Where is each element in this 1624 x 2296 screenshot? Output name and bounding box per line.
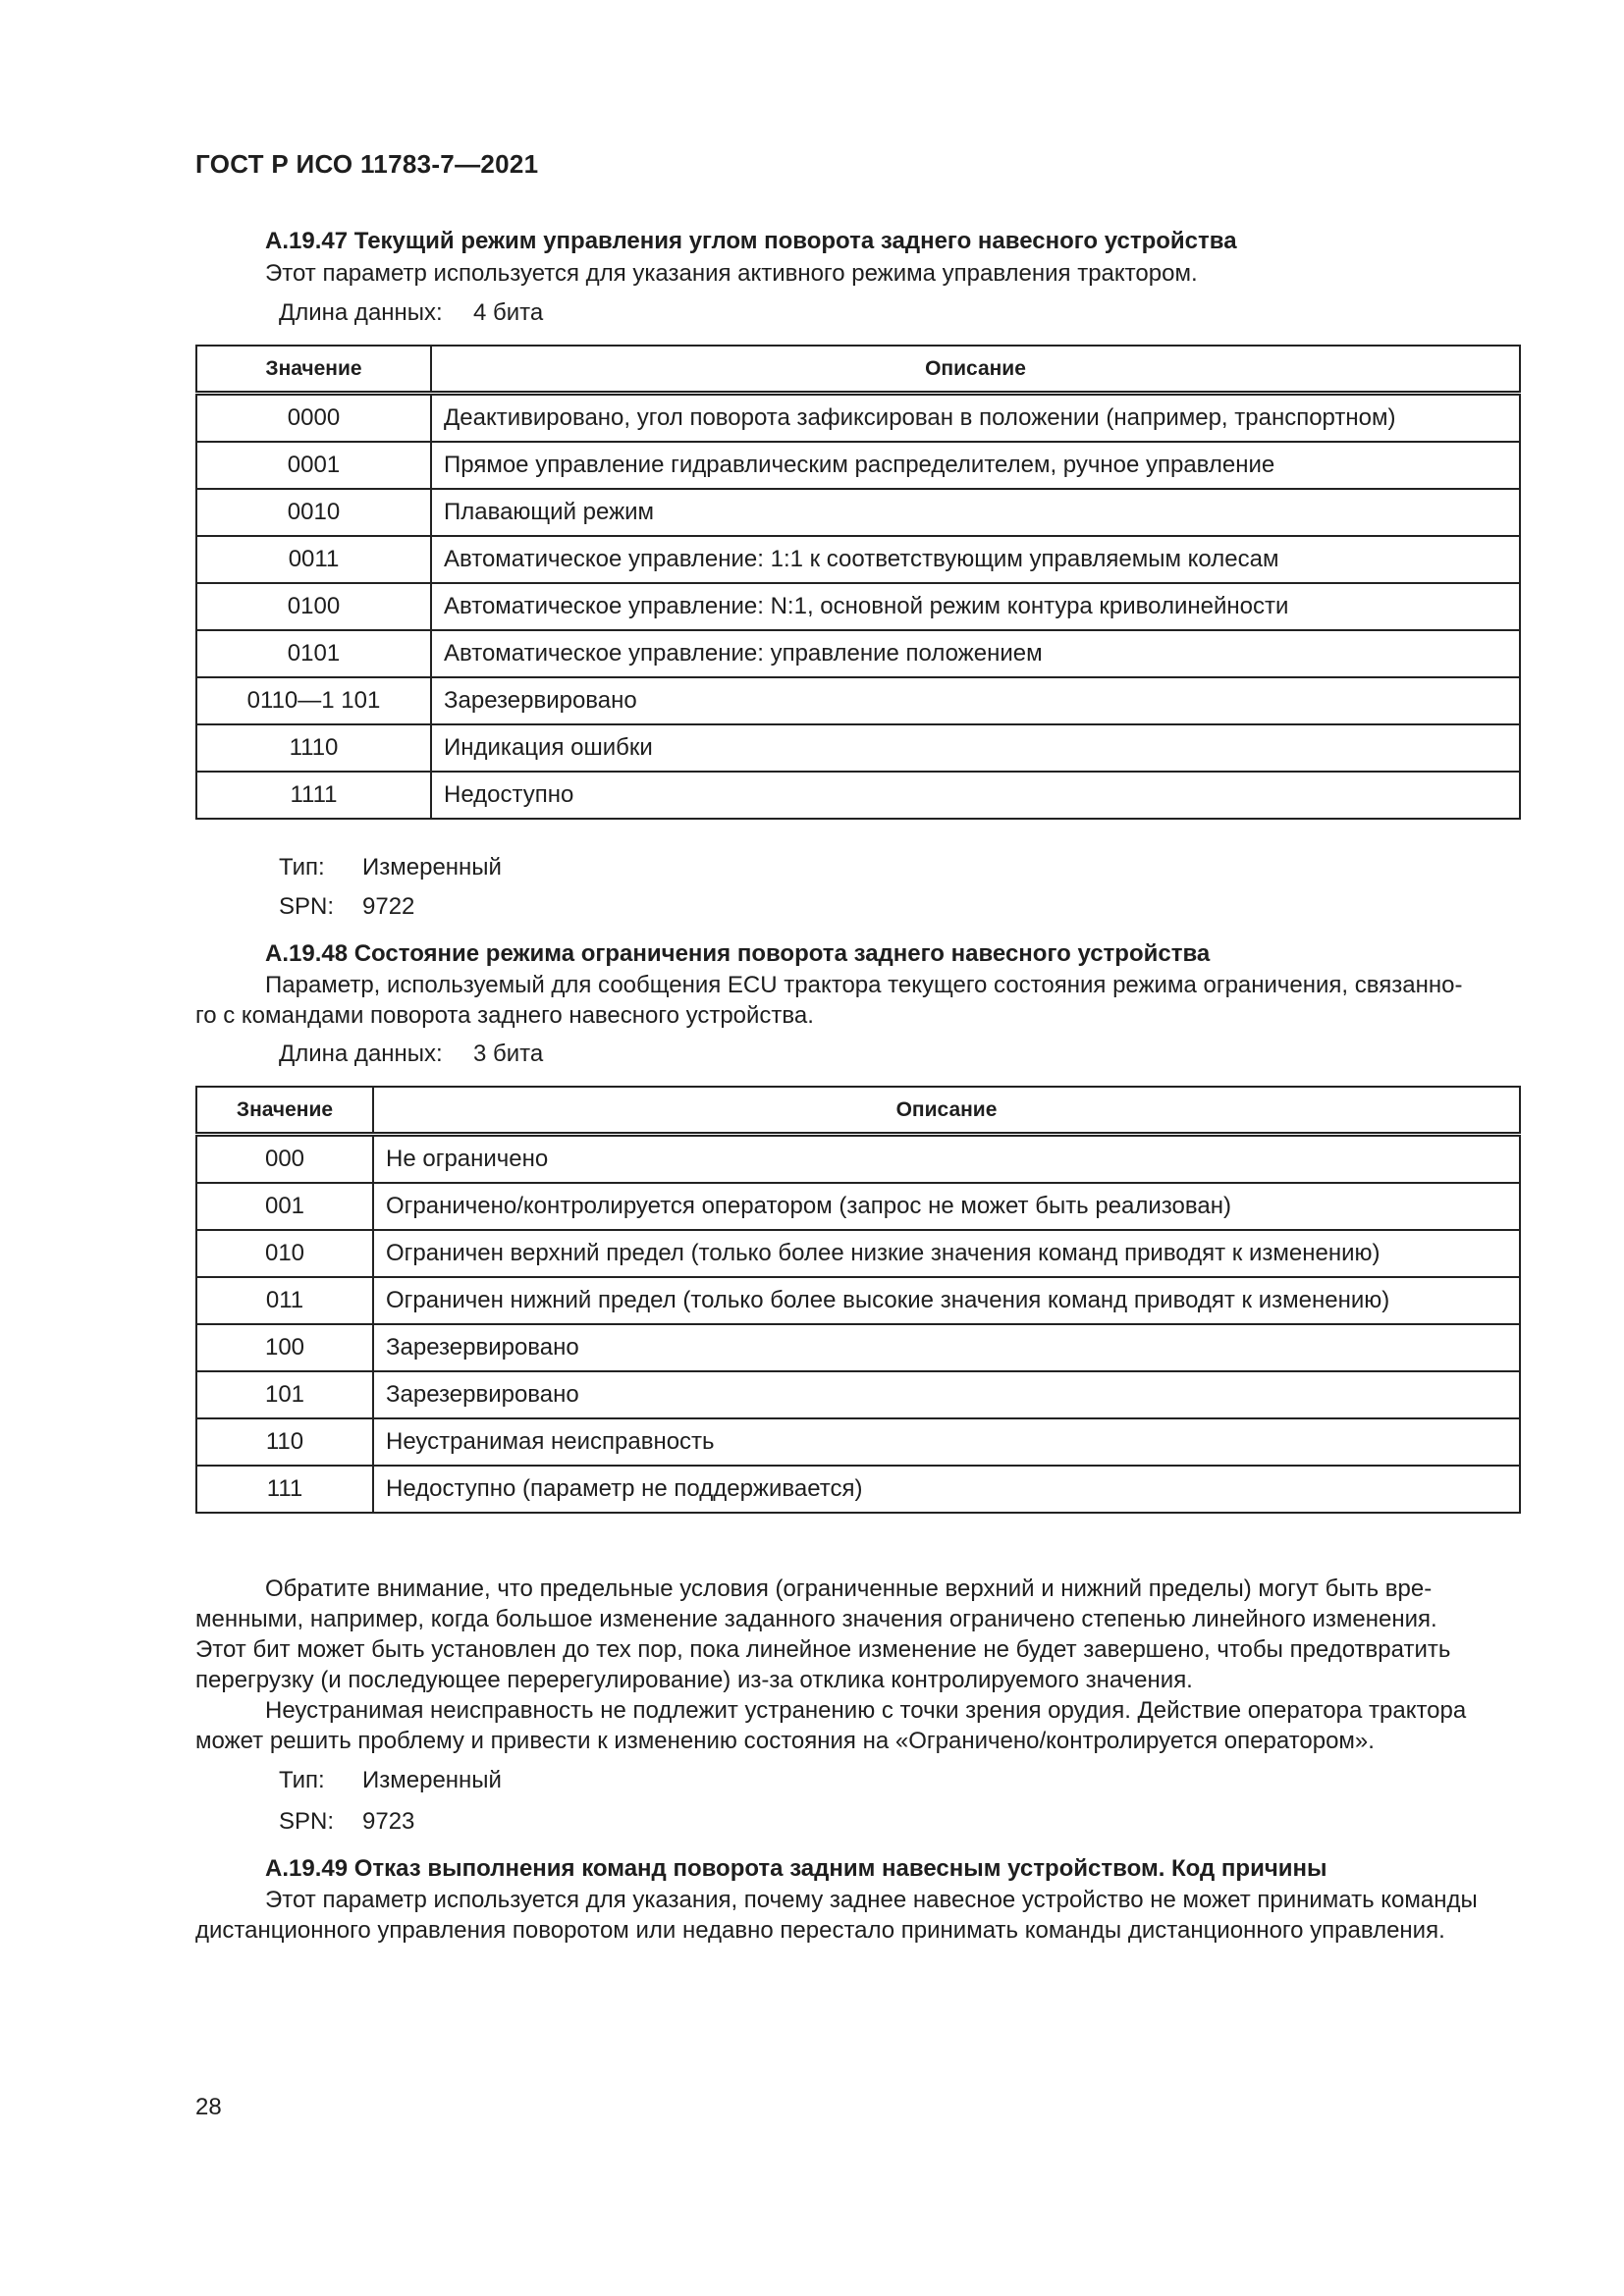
- cell-description: Прямое управление гидравлическим распределителем, ручное управление: [431, 442, 1520, 489]
- cell-description: Недоступно (параметр не поддерживается): [373, 1466, 1520, 1513]
- table-header-row: [196, 1087, 1520, 1135]
- page-number: 28: [195, 2094, 222, 2120]
- data-length-value: 3 бита: [473, 1041, 544, 1067]
- section-48-table: [195, 1086, 1521, 1514]
- cell-value: 1111: [196, 772, 431, 819]
- type-value: Измеренный: [362, 1767, 502, 1793]
- note-line: может решить проблему и привести к изменению состояния на «Ограничено/контролируется оператором».: [195, 1728, 1375, 1754]
- cell-description: Ограничен нижний предел (только более высокие значения команд приводят к изменению): [373, 1277, 1520, 1324]
- note-line: Обратите внимание, что предельные условия (ограниченные верхний и нижний пределы) могут быть вре-: [265, 1575, 1433, 1602]
- table-row: [196, 1230, 1520, 1277]
- cell-value: 0110—1 101: [196, 677, 431, 724]
- table-row: [196, 489, 1520, 536]
- section-49-intro: [195, 1885, 1521, 1946]
- table-row: [196, 1135, 1520, 1184]
- note-line: Неустранимая неисправность не подлежит устранению с точки зрения орудия. Действие оператора трактора: [265, 1697, 1467, 1724]
- table-row: [196, 1466, 1520, 1513]
- section-47-heading: А.19.47 Текущий режим управления углом поворота заднего навесного устройства: [265, 228, 1237, 254]
- spn-label: SPN:: [279, 1808, 335, 1835]
- cell-description: Автоматическое управление: управление положением: [431, 630, 1520, 677]
- cell-value: 111: [196, 1466, 373, 1513]
- section-49-intro-line: дистанционного управления поворотом или недавно перестало принимать команды дистанционного управления.: [195, 1917, 1445, 1944]
- cell-description: Зарезервировано: [431, 677, 1520, 724]
- note-line: Этот бит может быть установлен до тех пор, пока линейное изменение не будет завершено, чтобы предотвратить: [195, 1636, 1451, 1663]
- table-row: [196, 724, 1520, 772]
- section-47-intro-text: Этот параметр используется для указания активного режима управления трактором.: [265, 260, 1198, 287]
- table-row: [196, 536, 1520, 583]
- type-label: Тип:: [279, 1767, 325, 1793]
- cell-value: 0010: [196, 489, 431, 536]
- section-49-intro-line: Этот параметр используется для указания, почему заднее навесное устройство не может принимать команды: [265, 1887, 1478, 1913]
- cell-value: 0011: [196, 536, 431, 583]
- note-line: перегрузку (и последующее перерегулирование) из-за отклика контролируемого значения.: [195, 1667, 1193, 1693]
- cell-value: 1110: [196, 724, 431, 772]
- cell-value: 110: [196, 1418, 373, 1466]
- table-row: [196, 772, 1520, 819]
- cell-value: 0100: [196, 583, 431, 630]
- table-row: [196, 583, 1520, 630]
- data-length-label: Длина данных:: [279, 1041, 443, 1067]
- table-row: [196, 677, 1520, 724]
- cell-value: 101: [196, 1371, 373, 1418]
- spn-label: SPN:: [279, 893, 335, 920]
- column-header-description: Описание: [431, 346, 1520, 394]
- column-header-value: Значение: [196, 1087, 373, 1135]
- table-row: [196, 1183, 1520, 1230]
- cell-value: 001: [196, 1183, 373, 1230]
- type-label: Тип:: [279, 854, 325, 881]
- section-48-spn: [279, 1808, 414, 1836]
- column-header-description: Описание: [373, 1087, 1520, 1135]
- table-row: [196, 1324, 1520, 1371]
- table-header-row: [196, 346, 1520, 394]
- section-49-heading: А.19.49 Отказ выполнения команд поворота задним навесным устройством. Код причины: [265, 1855, 1327, 1882]
- section-48-data-length: [279, 1041, 543, 1068]
- table-row: [196, 630, 1520, 677]
- data-length-label: Длина данных:: [279, 299, 443, 326]
- cell-description: Плавающий режим: [431, 489, 1520, 536]
- section-48-heading: А.19.48 Состояние режима ограничения поворота заднего навесного устройства: [265, 940, 1211, 967]
- cell-description: Деактивировано, угол поворота зафиксирован в положении (например, транспортном): [431, 394, 1520, 443]
- table-row: [196, 1418, 1520, 1466]
- note-line: менными, например, когда большое изменение заданного значения ограничено степенью линейного изменения.: [195, 1606, 1437, 1632]
- cell-value: 0001: [196, 442, 431, 489]
- spn-value: 9723: [362, 1808, 415, 1835]
- section-47-type: [279, 854, 502, 881]
- cell-value: 0101: [196, 630, 431, 677]
- section-48-note: [195, 1574, 1521, 1756]
- cell-description: Индикация ошибки: [431, 724, 1520, 772]
- document-header: ГОСТ Р ИСО 11783-7—2021: [195, 149, 539, 179]
- table-row: [196, 1371, 1520, 1418]
- cell-description: Автоматическое управление: 1:1 к соответствующим управляемым колесам: [431, 536, 1520, 583]
- cell-description: Ограничен верхний предел (только более низкие значения команд приводят к изменению): [373, 1230, 1520, 1277]
- section-48-intro-line: го с командами поворота заднего навесного устройства.: [195, 1002, 814, 1029]
- cell-value: 010: [196, 1230, 373, 1277]
- cell-description: Автоматическое управление: N:1, основной режим контура криволинейности: [431, 583, 1520, 630]
- section-47-table: [195, 345, 1521, 820]
- cell-description: Неустранимая неисправность: [373, 1418, 1520, 1466]
- column-header-value: Значение: [196, 346, 431, 394]
- type-value: Измеренный: [362, 854, 502, 881]
- section-48-type: [279, 1767, 502, 1794]
- table-row: [196, 442, 1520, 489]
- spn-value: 9722: [362, 893, 415, 920]
- cell-description: Зарезервировано: [373, 1371, 1520, 1418]
- table-row: [196, 394, 1520, 443]
- data-length-value: 4 бита: [473, 299, 544, 326]
- section-48-intro-line: Параметр, используемый для сообщения ECU трактора текущего состояния режима ограничения, связанно-: [265, 972, 1463, 998]
- cell-value: 011: [196, 1277, 373, 1324]
- cell-description: Зарезервировано: [373, 1324, 1520, 1371]
- cell-value: 100: [196, 1324, 373, 1371]
- section-47-data-length: [279, 299, 543, 327]
- section-47-spn: [279, 893, 414, 921]
- table-row: [196, 1277, 1520, 1324]
- cell-value: 000: [196, 1135, 373, 1184]
- cell-description: Недоступно: [431, 772, 1520, 819]
- cell-description: Ограничено/контролируется оператором (запрос не может быть реализован): [373, 1183, 1520, 1230]
- section-47-intro: [195, 258, 1521, 289]
- cell-value: 0000: [196, 394, 431, 443]
- section-48-intro: [195, 970, 1521, 1031]
- cell-description: Не ограничено: [373, 1135, 1520, 1184]
